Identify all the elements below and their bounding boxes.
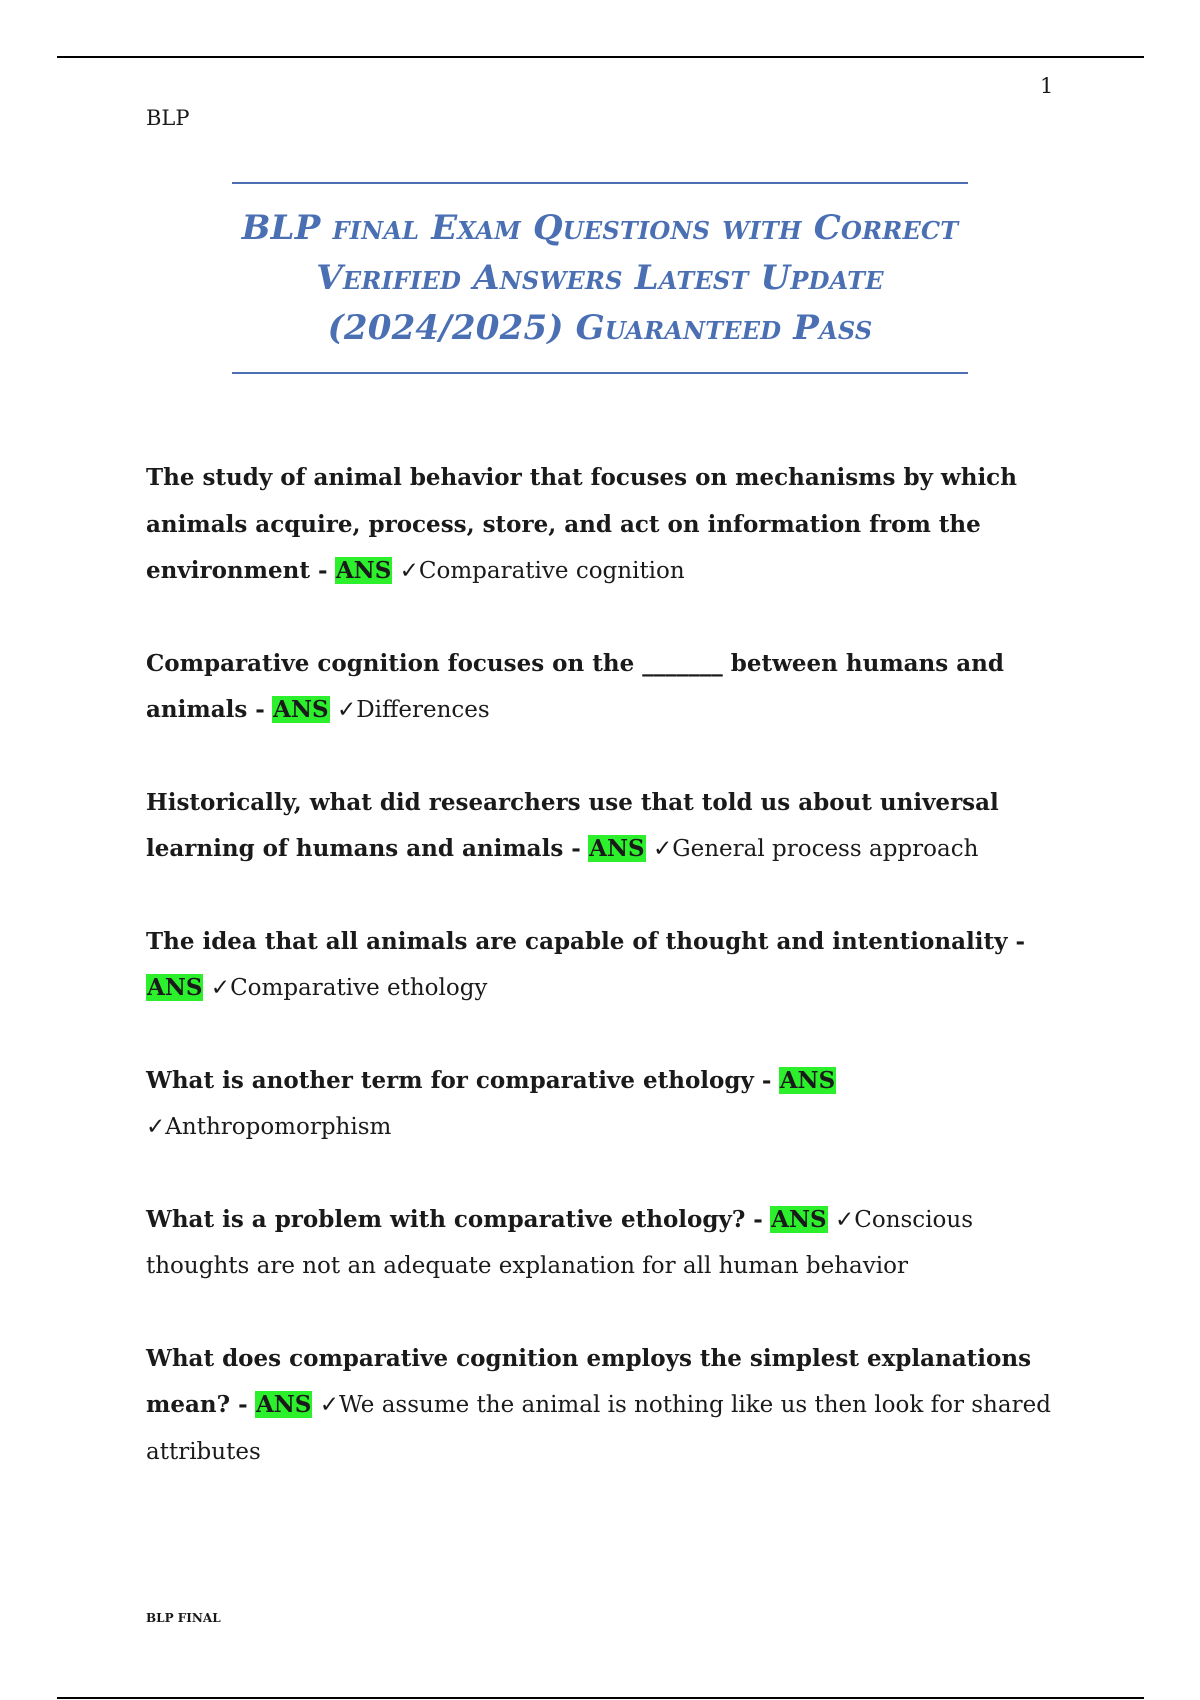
running-header: BLP <box>146 106 190 130</box>
question-text: Comparative cognition focuses on the _______ between humans and animals - <box>146 649 1004 723</box>
bottom-rule <box>57 1697 1144 1699</box>
title-line-3: (2024/2025) Guaranteed Pass <box>327 308 873 348</box>
answer-text: Conscious thoughts are not an adequate explanation for all human behavior <box>146 1206 974 1279</box>
answer-text: General process approach <box>672 836 979 862</box>
qa-list <box>146 455 1062 1521</box>
ans-marker: ANS <box>147 974 203 1001</box>
question-text: What is a problem with comparative ethology? - <box>146 1205 763 1233</box>
title-line-2: Verified Answers Latest Update <box>316 258 884 298</box>
check-icon: ✓ <box>834 1206 855 1233</box>
qa-item <box>146 641 1062 734</box>
question-text: What is another term for comparative ethology - <box>146 1066 772 1094</box>
question-text: The study of animal behavior that focuses on mechanisms by which animals acquire, process, store, and act on information from the environment - <box>146 464 1017 584</box>
ans-marker: ANS <box>273 696 329 723</box>
document-title <box>242 203 959 353</box>
question-text: The idea that all animals are capable of thought and intentionality - <box>146 927 1025 955</box>
title-block <box>232 182 968 374</box>
qa-item <box>146 1058 1062 1151</box>
check-icon: ✓ <box>146 1114 166 1140</box>
ans-marker: ANS <box>255 1391 312 1418</box>
ans-marker: ANS <box>779 1066 836 1094</box>
title-line-1: BLP final Exam Questions with Correct <box>241 208 959 248</box>
check-icon: ✓ <box>319 1392 340 1418</box>
answer-text: Anthropomorphism <box>165 1114 392 1140</box>
check-icon: ✓ <box>210 975 231 1001</box>
qa-item <box>146 1197 1062 1290</box>
check-icon: ✓ <box>336 697 357 723</box>
qa-item <box>146 780 1062 873</box>
question-text: What does comparative cognition employs the simplest explanations mean? - <box>146 1344 1032 1418</box>
answer-text: Comparative cognition <box>418 558 685 584</box>
qa-item <box>146 919 1062 1012</box>
answer-text: We assume the animal is nothing like us then look for shared attributes <box>146 1392 1051 1465</box>
question-text: Historically, what did researchers use that told us about universal learning of humans and animals - <box>146 788 999 862</box>
qa-item <box>146 1336 1062 1476</box>
top-rule <box>57 56 1144 58</box>
ans-marker: ANS <box>589 835 645 862</box>
page-number: 1 <box>1040 74 1054 98</box>
qa-item <box>146 455 1062 595</box>
check-icon: ✓ <box>652 836 673 862</box>
answer-text: Differences <box>356 697 490 723</box>
ans-marker: ANS <box>771 1205 827 1233</box>
check-icon: ✓ <box>399 558 419 584</box>
answer-text: Comparative ethology <box>230 975 488 1001</box>
running-footer: BLP FINAL <box>146 1611 221 1625</box>
ans-marker: ANS <box>335 557 392 584</box>
